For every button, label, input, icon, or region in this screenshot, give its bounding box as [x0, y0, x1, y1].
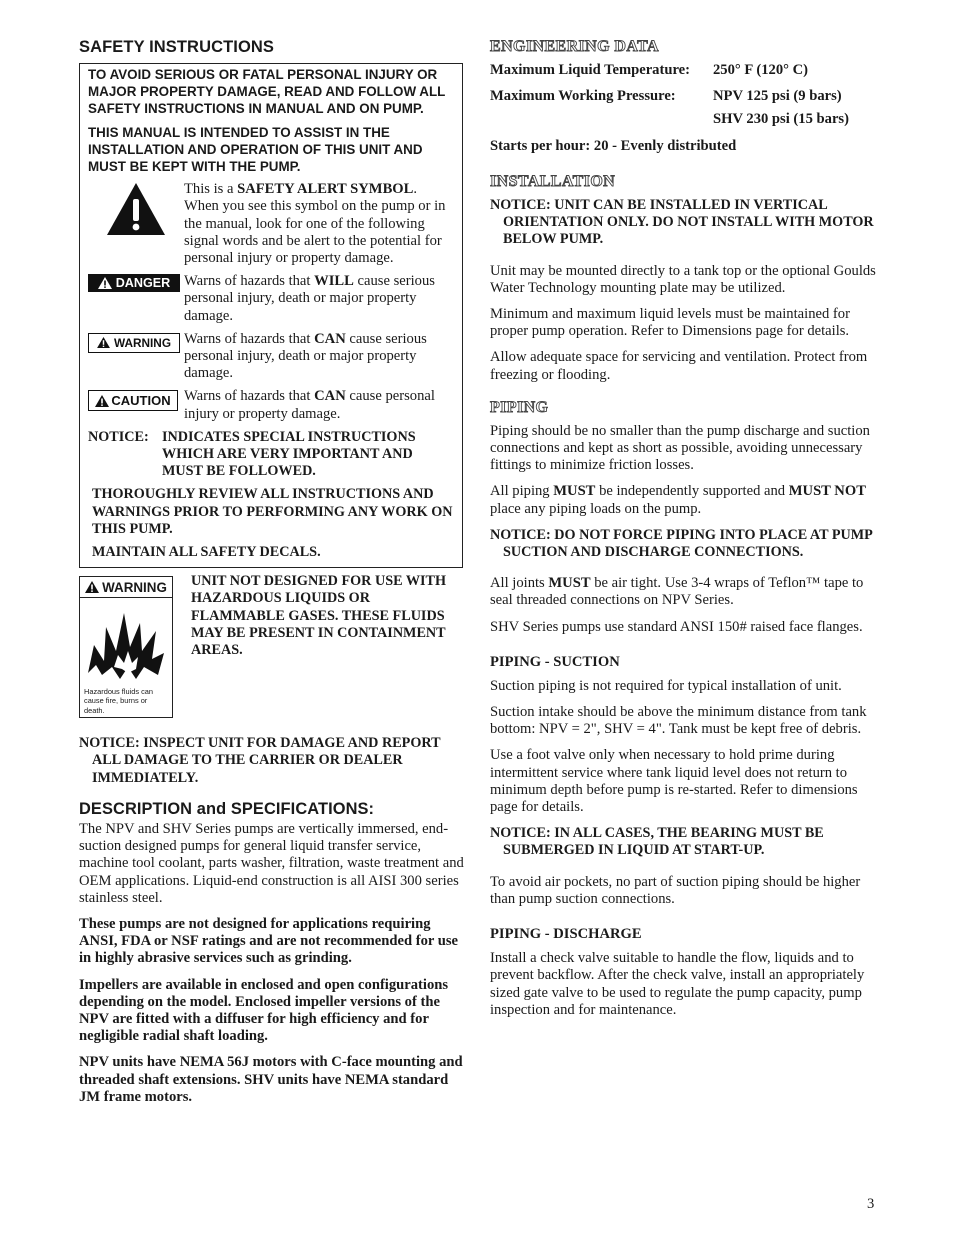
safety-alert-symbol-icon: [105, 181, 167, 237]
description-paragraph-3: Impellers are available in enclosed and open configurations depending on the model. Enclosed impeller versions of the NPV are fitted with a diffuser for high efficiency and for negligible radial shaft loading.: [79, 976, 449, 1045]
warning-row: [88, 331, 455, 383]
hazard-warning-label: WARNING: [80, 577, 172, 598]
installation-paragraph-3: Allow adequate space for servicing and ventilation. Protect from freezing or flooding.: [490, 349, 868, 383]
description-paragraph-2: These pumps are not designed for applications requiring ANSI, FDA or NSF ratings and are not recommended for use in highly abrasive services such as grinding.: [79, 915, 459, 967]
hazard-caption: Hazardous fluids can cause fire, burns or death.: [84, 687, 154, 715]
caution-alert-icon: [95, 395, 109, 407]
max-temperature-row: Maximum Liquid Temperature: 250° F (120° C): [490, 62, 809, 78]
discharge-paragraph-1: Install a check valve suitable to handle the flow, liquids and to prevent backflow. After the check valve, install an appropriately sized gate valve to be used to regulate the pump capacity, pump inspection and for maintenance.: [490, 950, 865, 1018]
hazard-warning-text: UNIT NOT DESIGNED FOR USE WITH HAZARDOUS LIQUIDS OR FLAMMABLE GASES. THESE FLUIDS MAY BE PRESENT IN CONTAINMENT AREAS.: [191, 573, 447, 659]
safety-warning-2: THIS MANUAL IS INTENDED TO ASSIST IN THE INSTALLATION AND OPERATION OF THIS UNIT AND MUST BE KEPT WITH THE PUMP.: [88, 124, 423, 175]
danger-alert-icon: [98, 277, 112, 289]
danger-description: Warns of hazards that WILL cause serious personal injury, death or major property damage.: [184, 273, 435, 324]
piping-suction-heading: PIPING - SUCTION: [490, 653, 620, 670]
danger-signal-label: DANGER: [88, 274, 180, 292]
piping-heading: PIPING: [490, 398, 549, 416]
piping-paragraph-2: All piping MUST be independently supported and MUST NOT place any piping loads on the pump.: [490, 483, 866, 517]
max-pressure-row: Maximum Working Pressure: NPV 125 psi (9 bars) SHV 230 psi (15 bars): [490, 88, 849, 127]
warning-description: Warns of hazards that CAN cause serious personal injury, death or major property damage.: [184, 330, 427, 382]
right-column: [490, 38, 882, 1019]
danger-row: [88, 273, 455, 325]
installation-paragraph-1: Unit may be mounted directly to a tank top or the optional Goulds Water Technology mounting plate may be utilized.: [490, 262, 876, 296]
warning-signal-label: WARNING: [88, 333, 180, 353]
piping-discharge-heading: PIPING - DISCHARGE: [490, 926, 642, 943]
starts-per-hour: Starts per hour: 20 - Evenly distributed: [490, 138, 737, 154]
caution-signal-label: CAUTION: [88, 390, 178, 411]
engineering-data: [490, 59, 882, 158]
safety-warning-1: TO AVOID SERIOUS OR FATAL PERSONAL INJURY OR MAJOR PROPERTY DAMAGE, READ AND FOLLOW ALL SAFETY INSTRUCTIONS IN MANUAL AND ON PUMP.: [88, 67, 446, 117]
description-heading: DESCRIPTION and SPECIFICATIONS:: [79, 799, 375, 818]
piping-paragraph-4: SHV Series pumps use standard ANSI 150# raised face flanges.: [490, 618, 863, 635]
installation-notice: NOTICE: UNIT CAN BE INSTALLED IN VERTICAL ORIENTATION ONLY. DO NOT INSTALL WITH MOTOR BELOW PUMP.: [490, 197, 874, 248]
installation-paragraph-2: Minimum and maximum liquid levels must be maintained for proper pump operation. Refer to Dimensions page for details.: [490, 306, 850, 340]
piping-notice: NOTICE: DO NOT FORCE PIPING INTO PLACE AT PUMP SUCTION AND DISCHARGE CONNECTIONS.: [490, 526, 873, 561]
page-number: 3: [867, 1196, 875, 1212]
review-instructions: THOROUGHLY REVIEW ALL INSTRUCTIONS AND WARNINGS PRIOR TO PERFORMING ANY WORK ON THIS PUMP.: [92, 486, 453, 537]
hazard-alert-icon: [85, 581, 99, 593]
suction-notice: NOTICE: IN ALL CASES, THE BEARING MUST BE SUBMERGED IN LIQUID AT START-UP.: [490, 825, 824, 859]
piping-paragraph-1: Piping should be no smaller than the pump discharge and suction connections and kept as short as possible, avoiding unnecessary fittings to minimize friction losses.: [490, 422, 870, 474]
suction-paragraph-2: Suction intake should be above the minimum distance from tank bottom: NPV = 2", SHV = 4". Tank must be kept free of debris.: [490, 704, 867, 738]
inspect-notice: NOTICE: INSPECT UNIT FOR DAMAGE AND REPORT ALL DAMAGE TO THE CARRIER OR DEALER IMMEDIATELY.: [79, 735, 441, 786]
description-paragraph-1: The NPV and SHV Series pumps are vertically immersed, end-suction designed pumps for general liquid transfer service, machine tool coolant, parts washer, filtration, waste treatment and OEM applications. Liquid-end construction is all AISI 300 series stainless steel.: [79, 820, 464, 906]
explosion-icon: [84, 603, 168, 683]
engineering-heading: ENGINEERING DATA: [490, 38, 659, 55]
description-paragraph-4: NPV units have NEMA 56J motors with C-face mounting and threaded shaft extensions. SHV units have NEMA standard JM frame motors.: [79, 1054, 463, 1105]
maintain-decals: MAINTAIN ALL SAFETY DECALS.: [92, 544, 321, 561]
safety-heading: SAFETY INSTRUCTIONS: [79, 38, 275, 56]
caution-description: Warns of hazards that CAN cause personal injury or property damage.: [184, 388, 435, 422]
safety-alert-row: [88, 181, 455, 267]
safety-alert-text: This is a SAFETY ALERT SYMBOL. When you see this symbol on the pump or in the manual, look for one of the following signal words and be alert to the potential for personal injury or property damage.: [184, 181, 446, 267]
suction-paragraph-1: Suction piping is not required for typical installation of unit.: [490, 677, 842, 694]
suction-paragraph-4: To avoid air pockets, no part of suction piping should be higher than pump suction connections.: [490, 873, 861, 907]
hazard-warning-section: [79, 573, 464, 718]
safety-box: [79, 63, 463, 568]
piping-paragraph-3: All joints MUST be air tight. Use 3-4 wraps of Teflon™ tape to seal threaded connections on NPV Series.: [490, 575, 864, 609]
suction-paragraph-3: Use a foot valve only when necessary to hold prime during intermittent service where tank liquid level does not return to minimum depth before pump is re-started. Refer to dimensions page for details.: [490, 747, 858, 816]
notice-definition: NOTICE: INDICATES SPECIAL INSTRUCTIONS WHICH ARE VERY IMPORTANT AND MUST BE FOLLOWED.: [88, 428, 416, 480]
left-column: [79, 38, 464, 1106]
caution-row: [88, 388, 455, 422]
installation-heading: INSTALLATION: [490, 173, 616, 190]
warning-alert-icon: [97, 337, 110, 348]
hazard-warning-card: [79, 576, 173, 718]
